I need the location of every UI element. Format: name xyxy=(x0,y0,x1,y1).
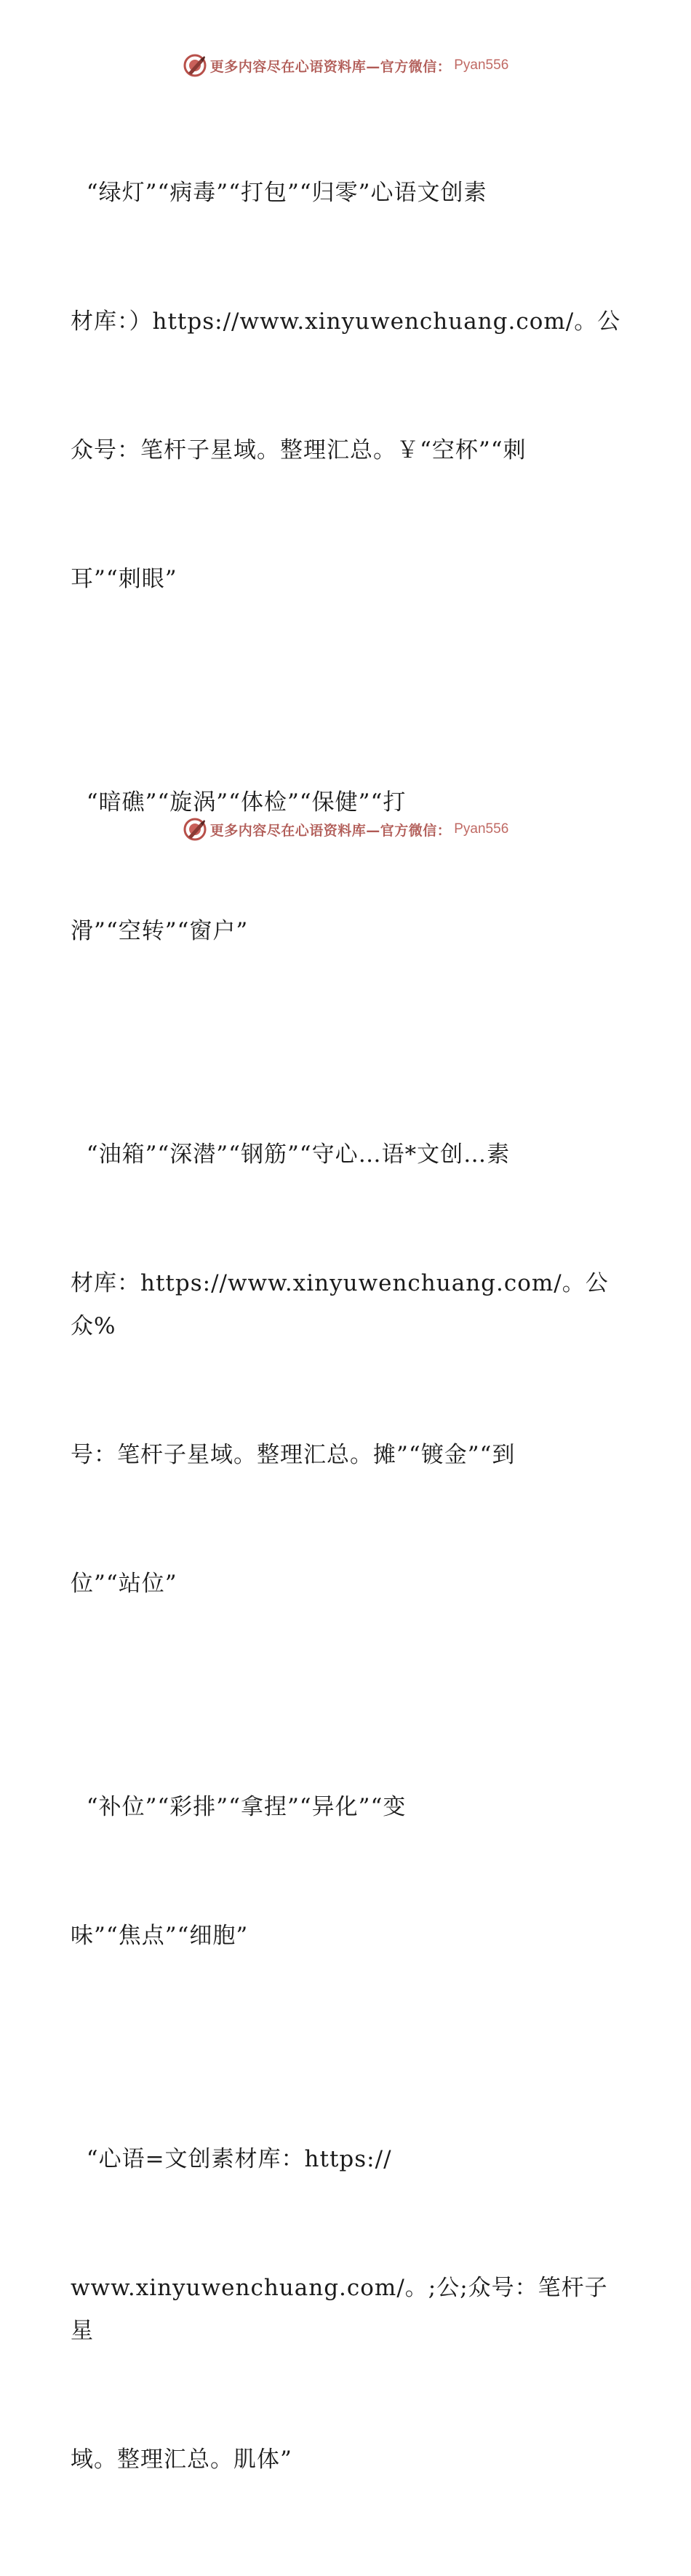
header-brand-text: 更多内容尽在心语资料库—官方微信： xyxy=(209,58,452,75)
paragraph-line: “绿灯”“病毒”“打包”“归零”心语文创素 xyxy=(71,180,487,206)
page-footer xyxy=(0,815,691,844)
paragraph-line: 众号：笔杆子星域。整理汇总。￥“空杯”“刺 xyxy=(71,437,527,463)
paragraph-line: 位”“站位” xyxy=(71,1571,177,1597)
document-body xyxy=(71,86,623,2576)
footer-brand xyxy=(183,817,509,842)
header-wechat-id: Pyan556 xyxy=(454,57,509,73)
paragraph-line: 域。整理汇总。肌体” xyxy=(71,2447,292,2473)
footer-brand-text: 更多内容尽在心语资料库—官方微信： xyxy=(209,822,452,839)
header-brand xyxy=(183,53,509,78)
paragraph-line: “油箱”“深潜”“钢筋”“守心…语*文创…素 xyxy=(71,1141,511,1168)
paragraph-line: “暗礁”“旋涡”“体检”“保健”“打 xyxy=(71,789,407,816)
paragraph-1 xyxy=(71,86,623,687)
paragraph-3 xyxy=(71,1048,623,1691)
footer-wechat-id: Pyan556 xyxy=(454,821,509,837)
paragraph-line: 材库：https://www.xinyuwenchuang.com/。公众% xyxy=(71,1270,609,1339)
paragraph-line: 号：笔杆子星域。整理汇总。摊”“镀金”“到 xyxy=(71,1442,516,1468)
paragraph-line: 滑”“空转”“窗户” xyxy=(71,918,249,944)
paragraph-line: www.xinyuwenchuang.com/。;公;众号：笔杆子星 xyxy=(71,2275,608,2344)
paragraph-line: 材库：）https://www.xinyuwenchuang.com/。公 xyxy=(71,308,621,335)
paragraph-line: “心语=文创素材库：https:// xyxy=(71,2146,392,2172)
paragraph-2 xyxy=(71,695,623,1039)
paragraph-line: 味”“焦点”“细胞” xyxy=(71,1923,249,1949)
paragraph-4 xyxy=(71,1700,623,2043)
paragraph-5 xyxy=(71,2052,623,2567)
brand-logo-icon xyxy=(183,53,207,78)
paragraph-line: 耳”“刺眼” xyxy=(71,566,177,592)
brand-logo-icon xyxy=(183,817,207,842)
page-header xyxy=(0,51,691,80)
paragraph-line: “补位”“彩排”“拿捏”“异化”“变 xyxy=(71,1794,407,1820)
